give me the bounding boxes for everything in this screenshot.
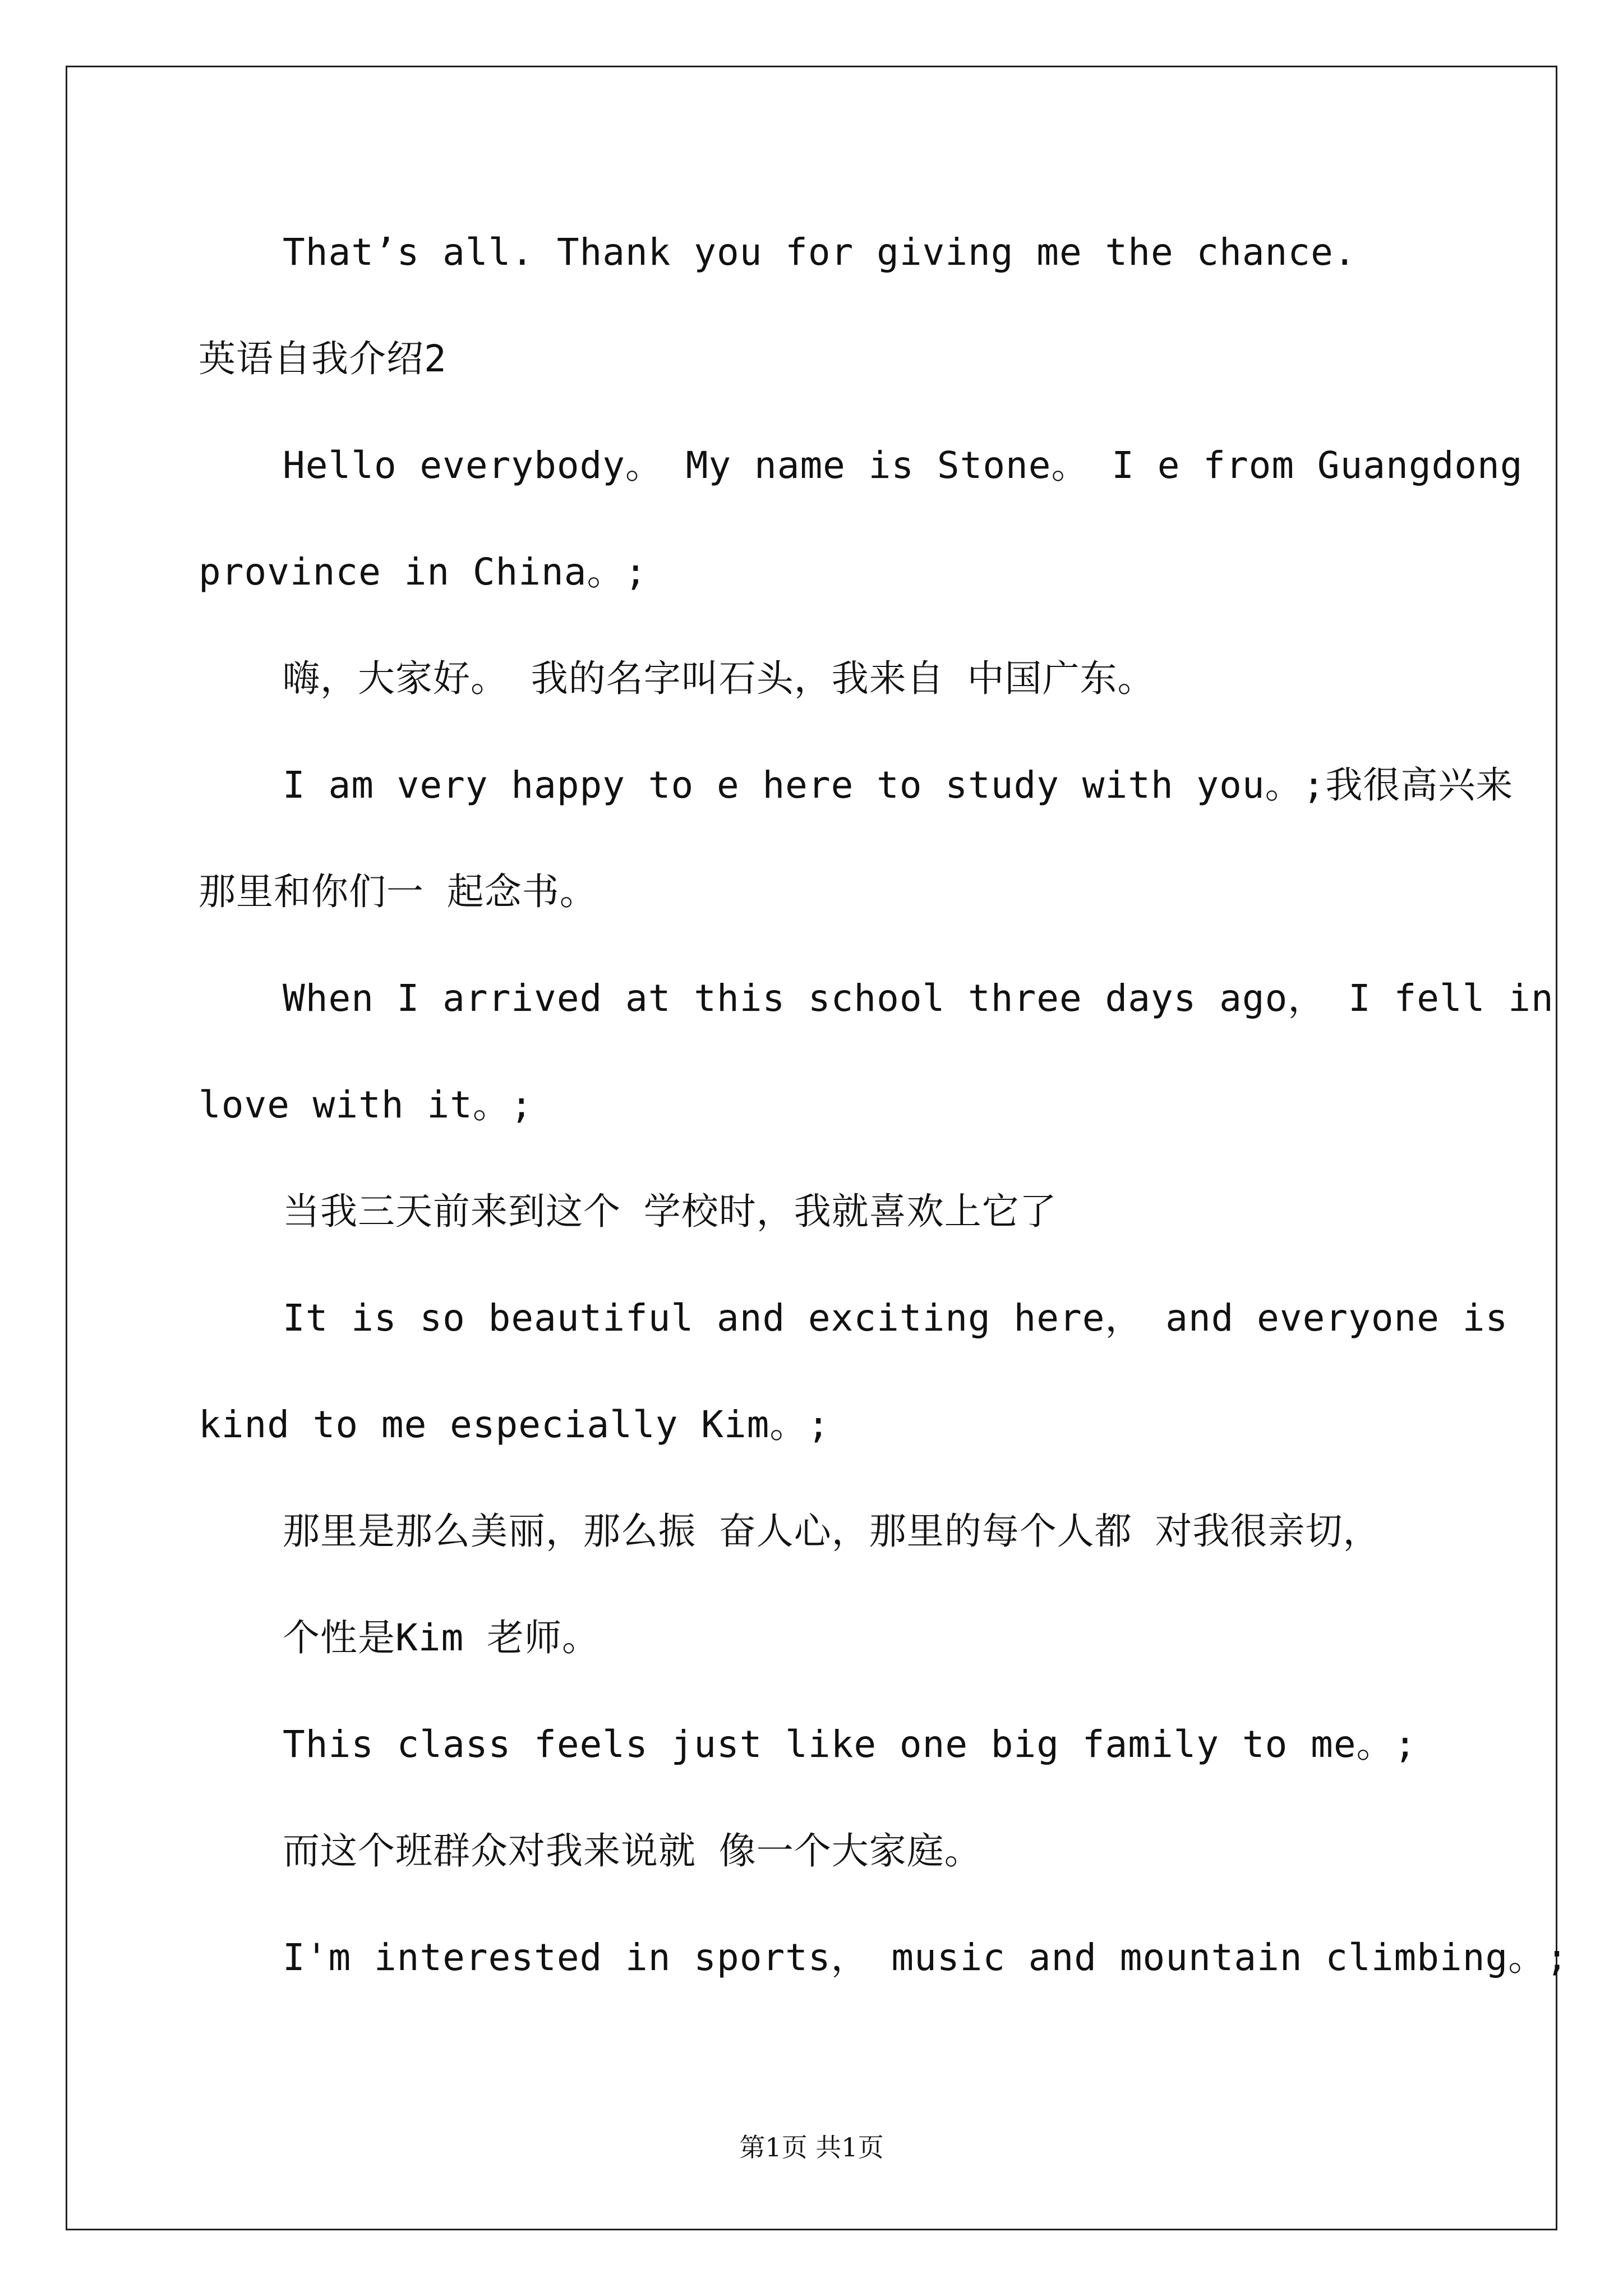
page-border xyxy=(66,66,1557,2230)
paragraph-line: This class feels just like one big family to me。; xyxy=(283,1723,1417,1766)
paragraph-line: 当我三天前来到这个 学校时，我就喜欢上它了 xyxy=(283,1190,1057,1233)
paragraph-line: kind to me especially Kim。; xyxy=(199,1403,831,1446)
section-heading: 英语自我介绍2 xyxy=(199,337,447,380)
paragraph-line: 那里和你们一 起念书。 xyxy=(199,870,597,913)
paragraph-line: province in China。; xyxy=(199,550,648,593)
paragraph-line: Hello everybody。 My name is Stone。 I e from Guangdong xyxy=(283,444,1523,487)
paragraph-line: I am very happy to e here to study with you。;我很高兴来 xyxy=(283,763,1514,807)
paragraph-line: 嗨，大家好。 我的名字叫石头，我来自 中国广东。 xyxy=(283,657,1155,700)
paragraph-line: 个性是Kim 老师。 xyxy=(283,1616,600,1659)
paragraph-line: It is so beautiful and exciting here， and everyone is xyxy=(283,1296,1509,1340)
paragraph-line: 而这个班群众对我来说就 像一个大家庭。 xyxy=(283,1829,982,1872)
paragraph-line: When I arrived at this school three days ago， I fell in xyxy=(283,977,1554,1020)
paragraph-line: I'm interested in sports， music and mountain climbing。; xyxy=(283,1936,1569,1979)
paragraph-line: 那里是那么美丽，那么振 奋人心，那里的每个人都 对我很亲切， xyxy=(283,1510,1381,1553)
paragraph-line: love with it。; xyxy=(199,1083,533,1126)
page-number-footer: 第1页 共1页 xyxy=(739,2132,884,2162)
paragraph-line: That’s all. Thank you for giving me the chance. xyxy=(283,231,1357,274)
